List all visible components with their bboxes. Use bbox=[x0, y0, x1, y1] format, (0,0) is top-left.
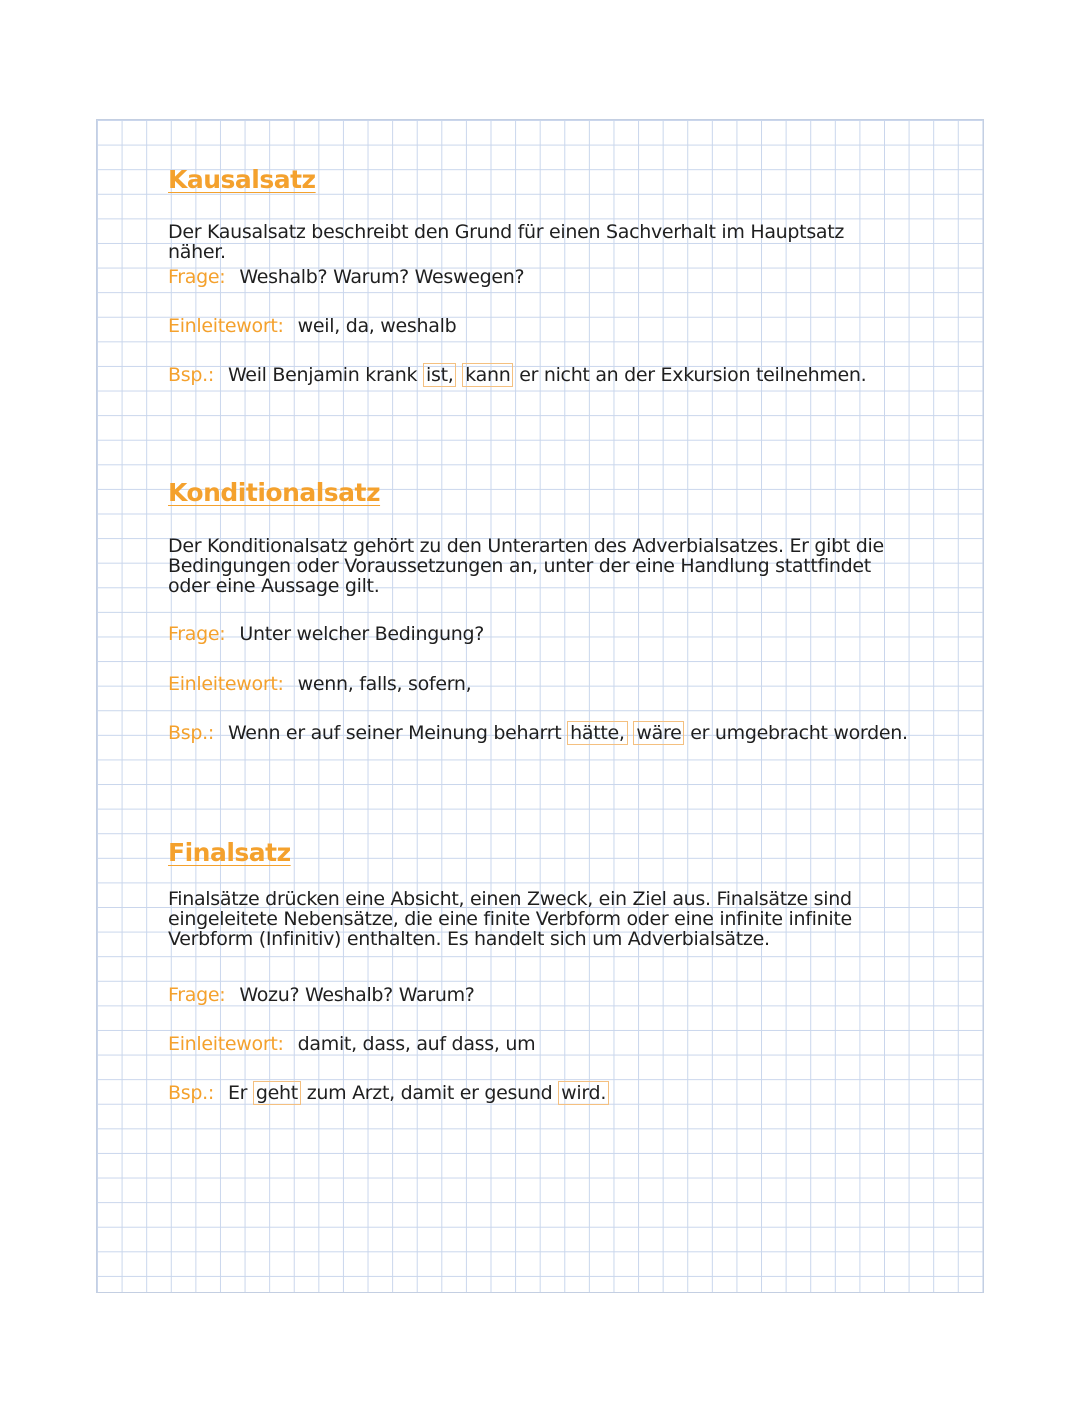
bsp-label: Bsp.: bbox=[168, 722, 214, 744]
frage-row-finalsatz bbox=[168, 984, 475, 1006]
einleitewort-row-konditionalsatz bbox=[168, 673, 471, 695]
beispiel-row-konditionalsatz bbox=[168, 722, 908, 744]
einleitewort-label: Einleitewort: bbox=[168, 1033, 284, 1055]
beispiel-row-kausalsatz bbox=[168, 364, 866, 386]
frage-text: Wozu? Weshalb? Warum? bbox=[239, 984, 475, 1006]
section-description-kausalsatz: Der Kausalsatz beschreibt den Grund für einen Sachverhalt im Hauptsatz näher. bbox=[168, 221, 845, 263]
beispiel-row-finalsatz bbox=[168, 1082, 609, 1104]
einleitewort-row-finalsatz bbox=[168, 1033, 535, 1055]
bsp-text: er nicht an der Exkursion teilnehmen. bbox=[519, 364, 867, 386]
frage-label: Frage: bbox=[168, 984, 226, 1006]
frage-label: Frage: bbox=[168, 623, 226, 645]
frage-text: Unter welcher Bedingung? bbox=[239, 623, 485, 645]
bsp-text: zum Arzt, damit er gesund bbox=[306, 1082, 553, 1104]
section-description-finalsatz: Finalsätze drücken eine Absicht, einen Zweck, ein Ziel aus. Finalsätze sind eingeleitete Nebensätze, die eine finite Verbform oder eine infinite infinite Verbform (Infinitiv) enthalten. Es handelt sich um Adverbialsätze. bbox=[168, 888, 852, 950]
einleitewort-text: weil, da, weshalb bbox=[297, 315, 457, 337]
bsp-highlight-verb: geht bbox=[253, 1081, 301, 1105]
section-title-konditionalsatz: Konditionalsatz bbox=[168, 478, 381, 507]
bsp-text: Weil Benjamin krank bbox=[227, 364, 418, 386]
frage-row-kausalsatz bbox=[168, 266, 524, 288]
einleitewort-text: damit, dass, auf dass, um bbox=[297, 1033, 536, 1055]
bsp-highlight-verb: wäre bbox=[633, 721, 684, 745]
section-description-konditionalsatz: Der Konditionalsatz gehört zu den Unterarten des Adverbialsatzes. Er gibt die Bedingungen oder Voraussetzungen an, unter der eine Handlung stattfindet oder eine Aussage gilt. bbox=[168, 535, 884, 597]
einleitewort-label: Einleitewort: bbox=[168, 673, 284, 695]
bsp-highlight-verb: hätte, bbox=[567, 721, 628, 745]
einleitewort-text: wenn, falls, sofern, bbox=[297, 673, 472, 695]
bsp-highlight-verb: wird. bbox=[558, 1081, 609, 1105]
frage-row-konditionalsatz bbox=[168, 623, 484, 645]
bsp-text: er umgebracht worden. bbox=[690, 722, 908, 744]
bsp-text: Wenn er auf seiner Meinung beharrt bbox=[227, 722, 562, 744]
einleitewort-label: Einleitewort: bbox=[168, 315, 284, 337]
einleitewort-row-kausalsatz bbox=[168, 315, 456, 337]
bsp-highlight-verb: kann bbox=[462, 363, 513, 387]
bsp-highlight-verb: ist, bbox=[423, 363, 456, 387]
section-title-finalsatz: Finalsatz bbox=[168, 838, 291, 867]
bsp-text: Er bbox=[227, 1082, 248, 1104]
bsp-label: Bsp.: bbox=[168, 1082, 214, 1104]
grid-paper bbox=[96, 119, 984, 1293]
bsp-label: Bsp.: bbox=[168, 364, 214, 386]
frage-label: Frage: bbox=[168, 266, 226, 288]
section-title-kausalsatz: Kausalsatz bbox=[168, 165, 316, 194]
frage-text: Weshalb? Warum? Weswegen? bbox=[239, 266, 525, 288]
